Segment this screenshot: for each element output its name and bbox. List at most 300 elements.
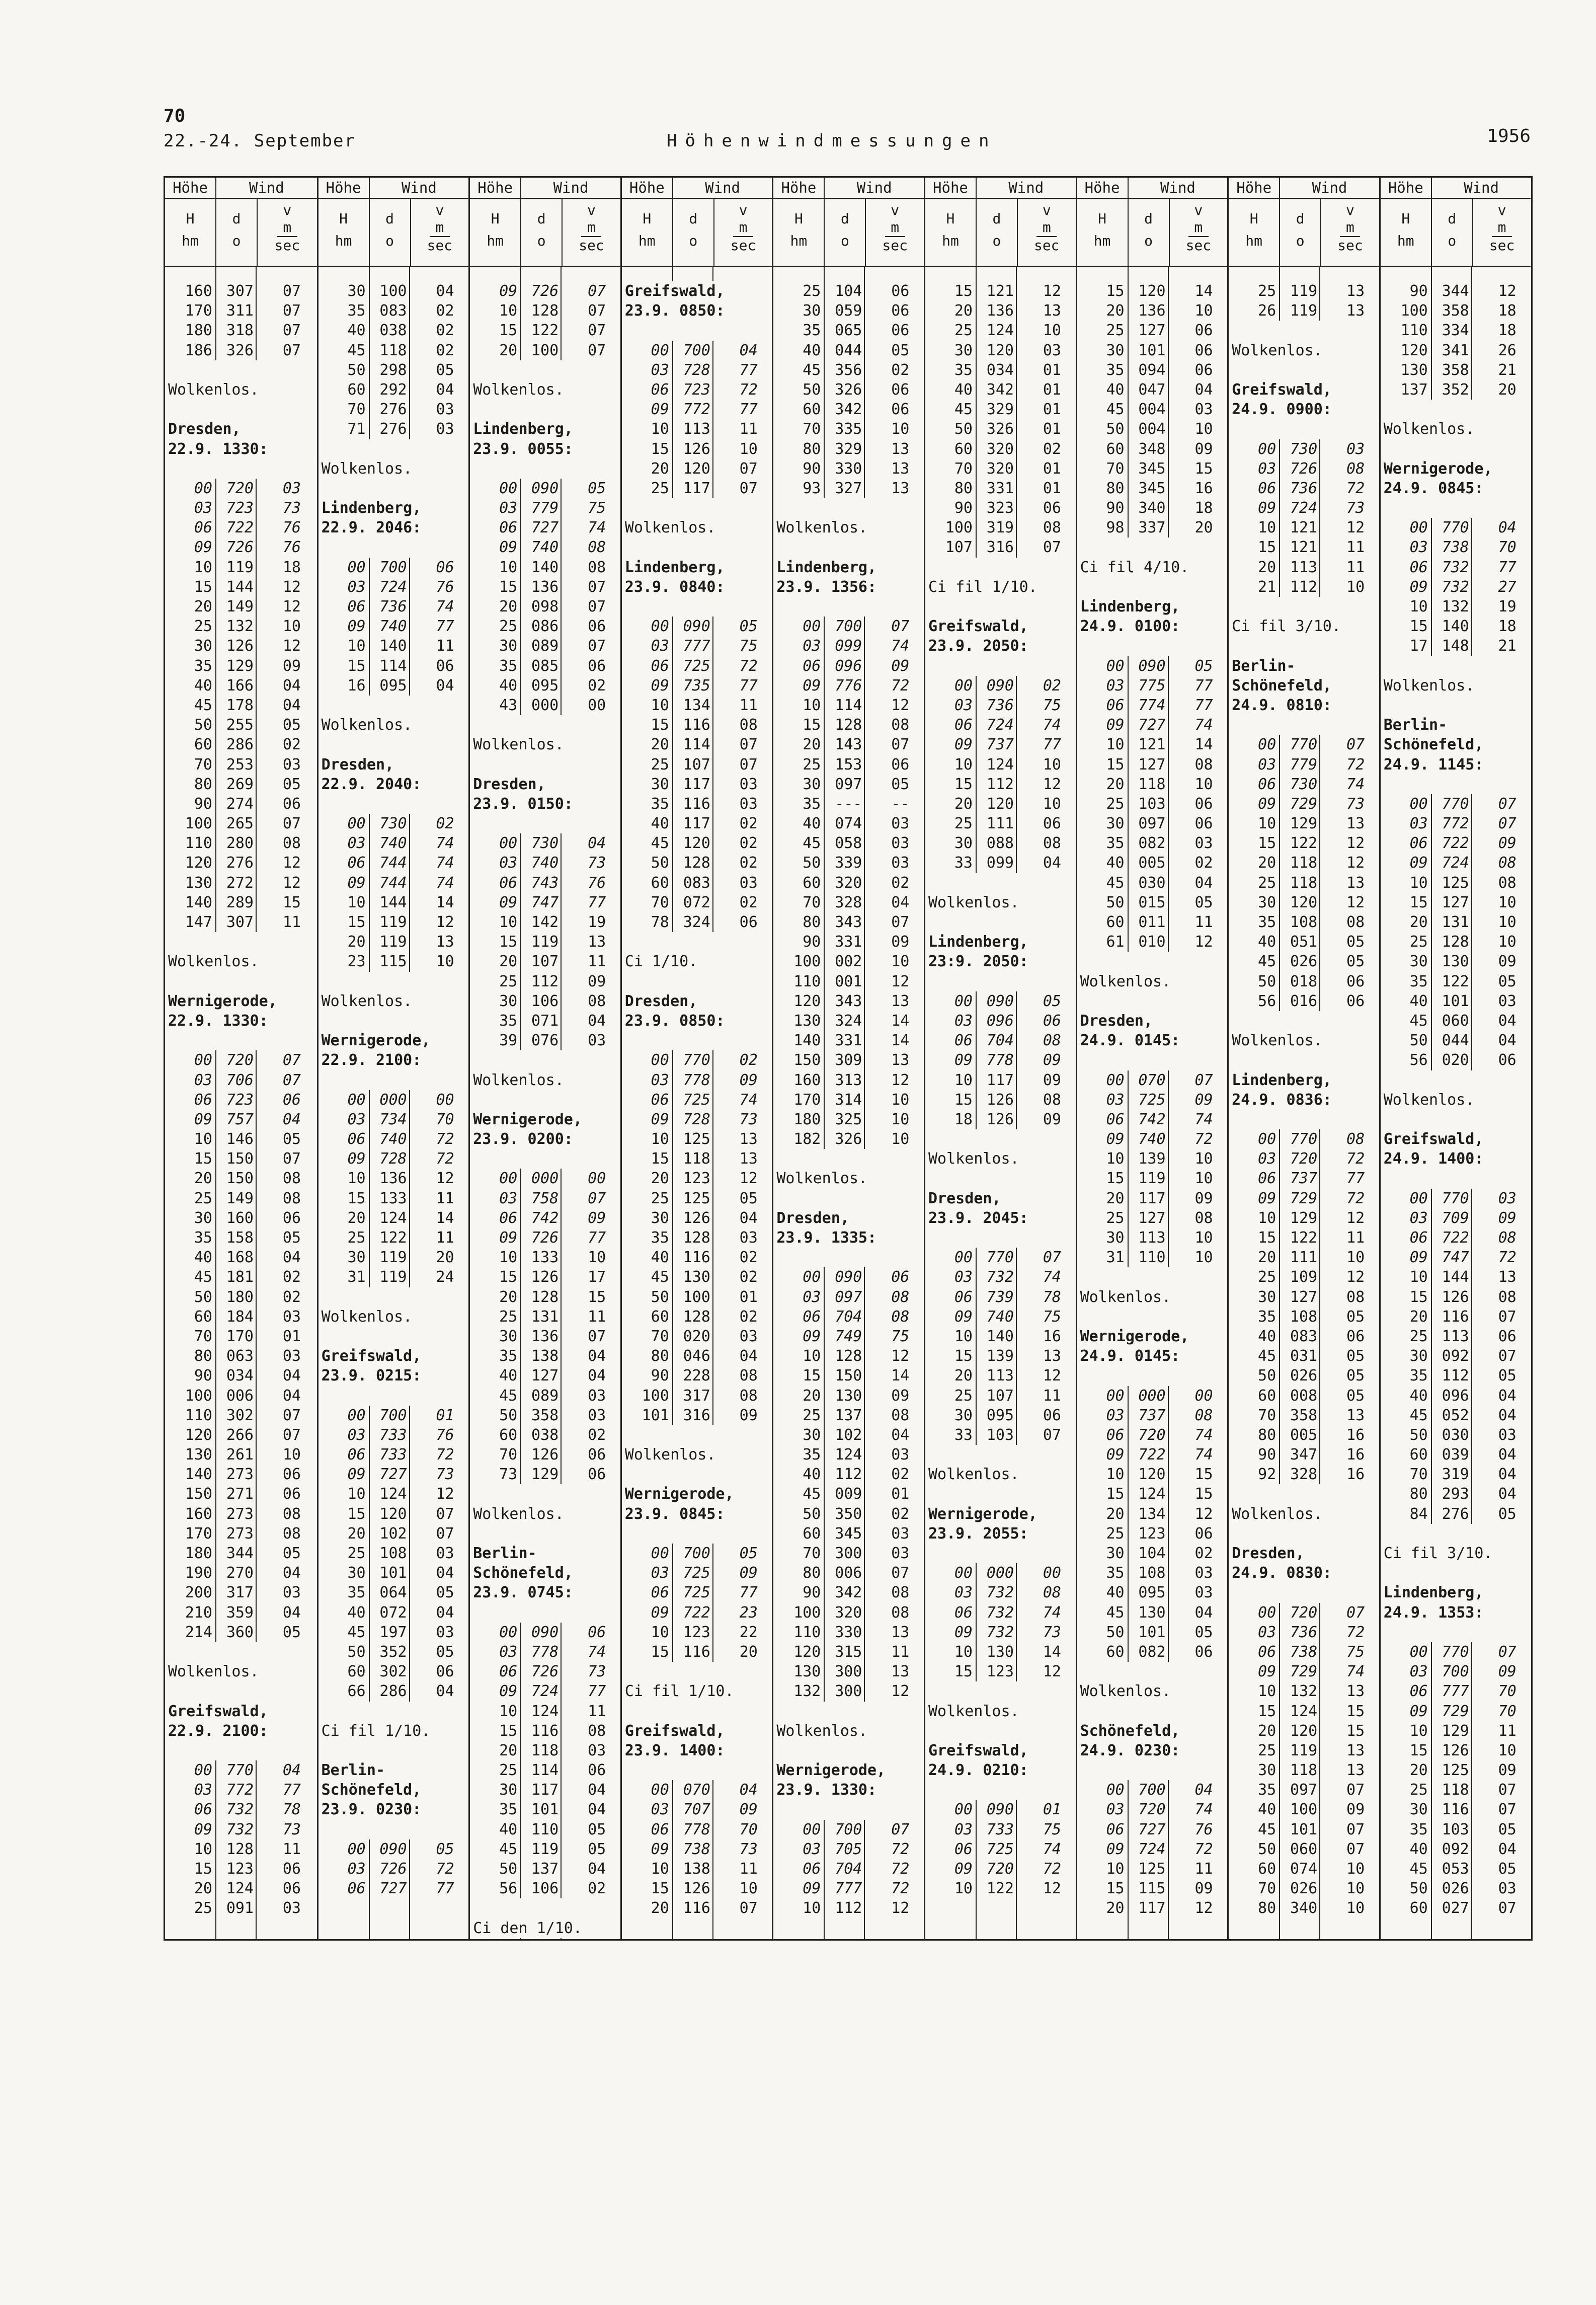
- cell-h: 45: [1258, 1347, 1276, 1365]
- cell-v: 02: [436, 322, 454, 340]
- cell-v: 75: [891, 1327, 910, 1345]
- table-row: [1229, 1129, 1379, 1149]
- station-label: 23.9. 0850:: [622, 301, 772, 321]
- cell-h: 50: [194, 716, 212, 734]
- cell-d: 071: [531, 1012, 559, 1030]
- cell-h: 50: [1409, 1426, 1428, 1444]
- cell-d: 778: [683, 1071, 710, 1089]
- table-row: [1381, 1267, 1531, 1287]
- table-row: [165, 1603, 317, 1623]
- cell-v: 03: [1498, 1189, 1517, 1207]
- cell-d: 120: [1290, 893, 1318, 911]
- cell-d: 292: [379, 380, 407, 399]
- cell-d: 330: [835, 1623, 862, 1641]
- cell-d: 126: [683, 440, 710, 458]
- table-row: [1077, 439, 1228, 459]
- cell-d: 737: [986, 736, 1014, 754]
- table-row: [925, 1425, 1076, 1445]
- spacer: [165, 1031, 317, 1050]
- table-row: [1381, 1780, 1531, 1800]
- cell-v: 06: [1346, 992, 1365, 1010]
- table-row: [1229, 1346, 1379, 1366]
- cell-h: 09: [1258, 795, 1276, 813]
- cell-d: 020: [1442, 1051, 1469, 1069]
- cell-d: 118: [531, 1741, 559, 1759]
- cell-v: 07: [1498, 815, 1517, 833]
- cell-d: 778: [986, 1051, 1014, 1069]
- cell-v: 09: [1194, 1880, 1213, 1898]
- table-row: [622, 853, 772, 873]
- table-row: [622, 1169, 772, 1188]
- cell-v: 04: [436, 1603, 454, 1622]
- table-row: [165, 1800, 317, 1819]
- cell-h: 30: [1409, 953, 1428, 971]
- cell-h: 80: [194, 775, 212, 793]
- cell-d: 726: [226, 539, 254, 557]
- cell-h: 60: [1409, 1446, 1428, 1464]
- cell-v: 72: [891, 676, 910, 695]
- cell-v: 04: [891, 893, 910, 911]
- table-row: [318, 321, 469, 340]
- table-row: [1077, 400, 1228, 419]
- cell-v: 05: [282, 1229, 301, 1247]
- cell-v: 77: [282, 1781, 301, 1799]
- cell-h: 70: [194, 1327, 212, 1345]
- cell-v: 77: [588, 1682, 606, 1701]
- table-row: [165, 1327, 317, 1346]
- table-row: [165, 1445, 317, 1465]
- table-row: [1077, 321, 1228, 340]
- cell-v: 18: [1194, 499, 1213, 517]
- table-row: [1077, 1839, 1228, 1859]
- cell-v: 12: [1194, 1505, 1213, 1523]
- cell-h: 56: [1258, 992, 1276, 1010]
- cell-d: 144: [226, 578, 254, 596]
- cell-v: 02: [739, 854, 758, 872]
- cell-h: 20: [347, 1524, 366, 1543]
- header-v: [562, 199, 620, 266]
- cell-h: 00: [954, 1801, 973, 1819]
- table-row: [318, 853, 469, 873]
- table-row: [1381, 1800, 1531, 1819]
- cell-v: 12: [891, 972, 910, 990]
- cell-d: 144: [1442, 1268, 1469, 1286]
- cell-d: 329: [986, 401, 1014, 419]
- table-row: [318, 833, 469, 853]
- spacer: [165, 400, 317, 419]
- table-row: [318, 1524, 469, 1544]
- cell-d: 116: [683, 795, 710, 813]
- cell-v: 07: [891, 1564, 910, 1582]
- table-row: [318, 1406, 469, 1425]
- cell-h: 10: [1106, 736, 1125, 754]
- cell-d: 113: [986, 1367, 1014, 1385]
- table-row: [1229, 1820, 1379, 1839]
- cell-v: 08: [1346, 1288, 1365, 1306]
- spacer: [165, 932, 317, 952]
- cell-h: 00: [1258, 1130, 1276, 1148]
- cell-h: 40: [1258, 933, 1276, 951]
- cell-h: 00: [651, 1545, 669, 1562]
- cell-v: 04: [282, 1367, 301, 1385]
- header-sec-label: sec: [1033, 237, 1060, 254]
- cell-h: 20: [499, 341, 518, 359]
- table-row: [165, 656, 317, 676]
- cell-h: 09: [1258, 499, 1276, 517]
- cell-v: 11: [436, 1229, 454, 1247]
- cell-d: 128: [683, 854, 710, 872]
- spacer: [470, 715, 620, 735]
- table-row: [622, 1208, 772, 1228]
- cell-h: 09: [499, 539, 518, 557]
- cell-v: 76: [436, 1426, 454, 1444]
- cell-d: 197: [379, 1623, 407, 1641]
- table-row: [773, 459, 924, 479]
- table-row: [1381, 321, 1531, 340]
- cell-h: 100: [793, 1603, 821, 1622]
- table-row: [622, 1859, 772, 1879]
- cell-d: 089: [531, 637, 559, 655]
- cell-h: 66: [347, 1682, 366, 1701]
- header-v: [713, 199, 772, 266]
- table-row: [1229, 1839, 1379, 1859]
- header-m-label: m: [885, 219, 905, 237]
- table-row: [165, 873, 317, 893]
- cell-v: 12: [739, 1170, 758, 1188]
- table-column: [772, 178, 924, 1939]
- cell-h: 15: [1409, 618, 1428, 636]
- cell-d: 300: [835, 1663, 862, 1681]
- cell-d: 117: [531, 1781, 559, 1799]
- table-row: [1381, 814, 1531, 833]
- table-row: [165, 696, 317, 715]
- cell-h: 60: [1106, 440, 1125, 458]
- cell-h: 06: [499, 519, 518, 537]
- table-row: [1229, 577, 1379, 597]
- cell-h: 20: [803, 736, 821, 754]
- cell-v: 08: [1043, 834, 1061, 853]
- station-label: 22.9. 2040:: [318, 775, 469, 794]
- table-row: [925, 991, 1076, 1011]
- cell-h: 15: [1258, 834, 1276, 853]
- cell-v: 03: [282, 1308, 301, 1326]
- cell-v: 72: [1346, 1623, 1365, 1641]
- spacer: [1381, 656, 1531, 676]
- column-header: [1077, 178, 1228, 267]
- cell-d: 082: [1138, 1643, 1166, 1661]
- cell-h: 16: [347, 676, 366, 695]
- cell-d: 046: [683, 1347, 710, 1365]
- table-row: [165, 636, 317, 656]
- cloud-note: Wolkenlos.: [773, 518, 924, 537]
- cell-d: 342: [835, 1584, 862, 1602]
- cell-v: 74: [1194, 1426, 1213, 1444]
- cell-h: 20: [347, 933, 366, 951]
- cell-d: 729: [1290, 1663, 1318, 1681]
- station-label: 24.9. 0836:: [1229, 1090, 1379, 1110]
- cell-v: 73: [1346, 499, 1365, 517]
- cell-d: 144: [379, 893, 407, 911]
- cell-v: 07: [1498, 795, 1517, 813]
- cell-h: 06: [194, 1091, 212, 1109]
- header-v-label: v: [1346, 202, 1354, 218]
- cell-d: 733: [379, 1426, 407, 1444]
- cell-v: 03: [1194, 401, 1213, 419]
- cell-d: 738: [1442, 539, 1469, 557]
- cell-d: 732: [986, 1623, 1014, 1641]
- station-label: Wernigerode,: [622, 1484, 772, 1504]
- cell-d: 101: [1290, 1820, 1318, 1838]
- cell-v: 77: [739, 676, 758, 695]
- spacer: [318, 1011, 469, 1031]
- table-row: [773, 972, 924, 991]
- cell-v: 11: [1346, 539, 1365, 557]
- cell-v: 07: [588, 598, 606, 616]
- cell-h: 160: [185, 282, 212, 300]
- cell-v: 15: [1194, 459, 1213, 478]
- cell-d: 309: [835, 1051, 862, 1069]
- cell-h: 15: [954, 1091, 973, 1109]
- cell-d: 108: [379, 1545, 407, 1562]
- table-row: [1077, 1386, 1228, 1406]
- column-header: [1229, 178, 1379, 267]
- cell-v: 04: [1498, 1387, 1517, 1405]
- cloud-note: Wolkenlos.: [165, 952, 317, 971]
- cell-v: 05: [1498, 1820, 1517, 1838]
- table-row: [925, 1090, 1076, 1110]
- header-m-wrap: [866, 219, 924, 237]
- cell-h: 120: [185, 1426, 212, 1444]
- cell-d: 180: [226, 1288, 254, 1306]
- station-label: 24.9. 1353:: [1381, 1603, 1531, 1623]
- table-row: [1077, 1879, 1228, 1898]
- cell-h: 50: [1409, 1032, 1428, 1050]
- cell-d: 344: [1442, 282, 1469, 300]
- cell-h: 35: [347, 1584, 366, 1602]
- cell-v: 09: [739, 1564, 758, 1582]
- cell-d: 104: [1138, 1545, 1166, 1562]
- header-d: [673, 199, 713, 266]
- table-row: [773, 1859, 924, 1879]
- cell-d: 178: [226, 696, 254, 714]
- cell-h: 09: [651, 1603, 669, 1622]
- cell-d: 090: [1138, 657, 1166, 675]
- cell-d: 274: [226, 795, 254, 813]
- cell-h: 03: [803, 1840, 821, 1858]
- station-label: Wernigerode,: [1381, 459, 1531, 479]
- cell-v: 06: [1043, 1406, 1061, 1424]
- cell-d: 775: [1138, 676, 1166, 695]
- cell-h: 40: [1106, 380, 1125, 399]
- cell-d: 118: [683, 1150, 710, 1168]
- cell-v: 03: [1346, 440, 1365, 458]
- table-row: [318, 1169, 469, 1188]
- cell-h: 130: [1400, 361, 1428, 379]
- table-row: [470, 1346, 620, 1366]
- table-row: [925, 1366, 1076, 1386]
- cell-v: 08: [891, 1288, 910, 1306]
- station-label: Dresden,: [1077, 1011, 1228, 1031]
- cell-v: 08: [588, 539, 606, 557]
- cell-v: 12: [436, 1485, 454, 1503]
- table-row: [165, 1524, 317, 1544]
- table-row: [622, 893, 772, 912]
- cell-v: 13: [1346, 1741, 1365, 1759]
- table-row: [773, 1524, 924, 1544]
- spacer: [1229, 1484, 1379, 1504]
- station-label: 22.9. 2100:: [318, 1050, 469, 1070]
- cell-h: 45: [499, 1840, 518, 1858]
- cell-v: 09: [891, 1387, 910, 1405]
- cell-d: 132: [1290, 1682, 1318, 1701]
- cell-h: 10: [1106, 1150, 1125, 1168]
- column-header-top: [470, 178, 620, 199]
- cell-v: 74: [436, 874, 454, 892]
- table-row: [773, 1031, 924, 1050]
- cell-d: 101: [531, 1801, 559, 1819]
- cell-v: 03: [588, 1406, 606, 1424]
- table-row: [1077, 1129, 1228, 1149]
- header-hm-label: hm: [182, 233, 199, 249]
- table-row: [925, 341, 1076, 360]
- cell-v: 06: [282, 1091, 301, 1109]
- table-row: [470, 972, 620, 991]
- cell-v: 11: [436, 1189, 454, 1207]
- cell-d: 101: [379, 1564, 407, 1582]
- table-row: [318, 577, 469, 597]
- table-row: [470, 1445, 620, 1465]
- header-d-label: d: [1144, 210, 1153, 227]
- cell-d: 118: [1138, 775, 1166, 793]
- table-row: [318, 1110, 469, 1129]
- column-header-units: [318, 199, 469, 266]
- table-row: [622, 380, 772, 400]
- cell-v: 04: [282, 1249, 301, 1267]
- table-row: [1077, 1898, 1228, 1918]
- column-header-units: [165, 199, 317, 266]
- cell-h: 20: [1106, 1899, 1125, 1917]
- table-row: [773, 1504, 924, 1524]
- cell-d: 126: [1442, 1741, 1469, 1759]
- column-body: [622, 267, 772, 1939]
- cell-d: 083: [683, 874, 710, 892]
- cell-v: 04: [588, 1347, 606, 1365]
- cell-d: 116: [683, 1899, 710, 1917]
- cell-h: 140: [185, 1466, 212, 1484]
- header-deg-label: o: [840, 233, 849, 249]
- cell-h: 00: [347, 1406, 366, 1424]
- table-row: [1381, 360, 1531, 380]
- cell-h: 06: [347, 598, 366, 616]
- cell-d: 732: [1442, 558, 1469, 576]
- cell-h: 25: [1258, 1268, 1276, 1286]
- cell-h: 90: [954, 499, 973, 517]
- cell-h: 30: [954, 1406, 973, 1424]
- spacer: [622, 1465, 772, 1484]
- cell-d: 720: [1290, 1603, 1318, 1622]
- table-row: [925, 1248, 1076, 1267]
- table-row: [318, 656, 469, 676]
- cell-h: 10: [803, 1347, 821, 1365]
- cell-h: 03: [1258, 1623, 1276, 1641]
- table-row: [1229, 479, 1379, 498]
- cell-d: 128: [683, 1229, 710, 1247]
- cell-d: 010: [1138, 933, 1166, 951]
- cell-d: 123: [986, 1663, 1014, 1681]
- cell-v: 08: [1346, 459, 1365, 478]
- table-row: [1077, 656, 1228, 676]
- cell-h: 60: [194, 1308, 212, 1326]
- cell-h: 120: [185, 854, 212, 872]
- cell-h: 15: [651, 440, 669, 458]
- cell-d: 082: [1138, 834, 1166, 853]
- cell-h: 45: [1106, 401, 1125, 419]
- cell-d: 095: [379, 676, 407, 695]
- cell-h: 35: [803, 1446, 821, 1464]
- spacer: [318, 439, 469, 459]
- table-row: [1381, 537, 1531, 557]
- cell-d: 358: [1290, 1406, 1318, 1424]
- cell-h: 30: [194, 637, 212, 655]
- table-row: [1077, 1208, 1228, 1228]
- cell-h: 09: [651, 401, 669, 419]
- cell-v: 05: [1346, 1387, 1365, 1405]
- cell-h: 20: [651, 1899, 669, 1917]
- cell-v: 08: [588, 558, 606, 576]
- cell-h: 09: [651, 1840, 669, 1858]
- cell-v: 04: [588, 1860, 606, 1878]
- table-row: [925, 1820, 1076, 1839]
- cell-h: 50: [499, 1860, 518, 1878]
- cell-d: 000: [379, 1091, 407, 1109]
- cell-h: 15: [803, 1367, 821, 1385]
- cell-d: 096: [986, 1012, 1014, 1030]
- cell-d: 770: [1442, 1189, 1469, 1207]
- cell-h: 15: [1106, 1485, 1125, 1503]
- cell-v: 04: [282, 696, 301, 714]
- cell-d: 725: [683, 657, 710, 675]
- cell-h: 140: [793, 1032, 821, 1050]
- cell-h: 00: [803, 1820, 821, 1838]
- table-row: [318, 1563, 469, 1583]
- cell-d: 723: [226, 1091, 254, 1109]
- table-row: [470, 1287, 620, 1307]
- cell-d: 119: [1138, 1170, 1166, 1188]
- cell-v: 07: [436, 1524, 454, 1543]
- cell-h: 186: [185, 341, 212, 359]
- cell-d: 358: [531, 1406, 559, 1424]
- cell-d: 094: [1138, 361, 1166, 379]
- cell-v: 07: [1043, 539, 1061, 557]
- cell-h: 06: [194, 519, 212, 537]
- cell-h: 06: [651, 657, 669, 675]
- cell-v: 07: [588, 282, 606, 300]
- cell-d: 300: [835, 1682, 862, 1701]
- spacer: [1229, 597, 1379, 617]
- cell-d: 276: [379, 401, 407, 419]
- table-row: [1381, 794, 1531, 814]
- column-header-units: [470, 199, 620, 266]
- cell-h: 09: [347, 1150, 366, 1168]
- cell-h: 100: [945, 519, 973, 537]
- cell-h: 35: [954, 361, 973, 379]
- cell-d: 359: [226, 1603, 254, 1622]
- cell-v: 06: [1194, 322, 1213, 340]
- header-hm-label: hm: [335, 233, 352, 249]
- cell-h: 15: [954, 775, 973, 793]
- cell-h: 09: [1258, 1663, 1276, 1681]
- cell-d: 115: [1138, 1880, 1166, 1898]
